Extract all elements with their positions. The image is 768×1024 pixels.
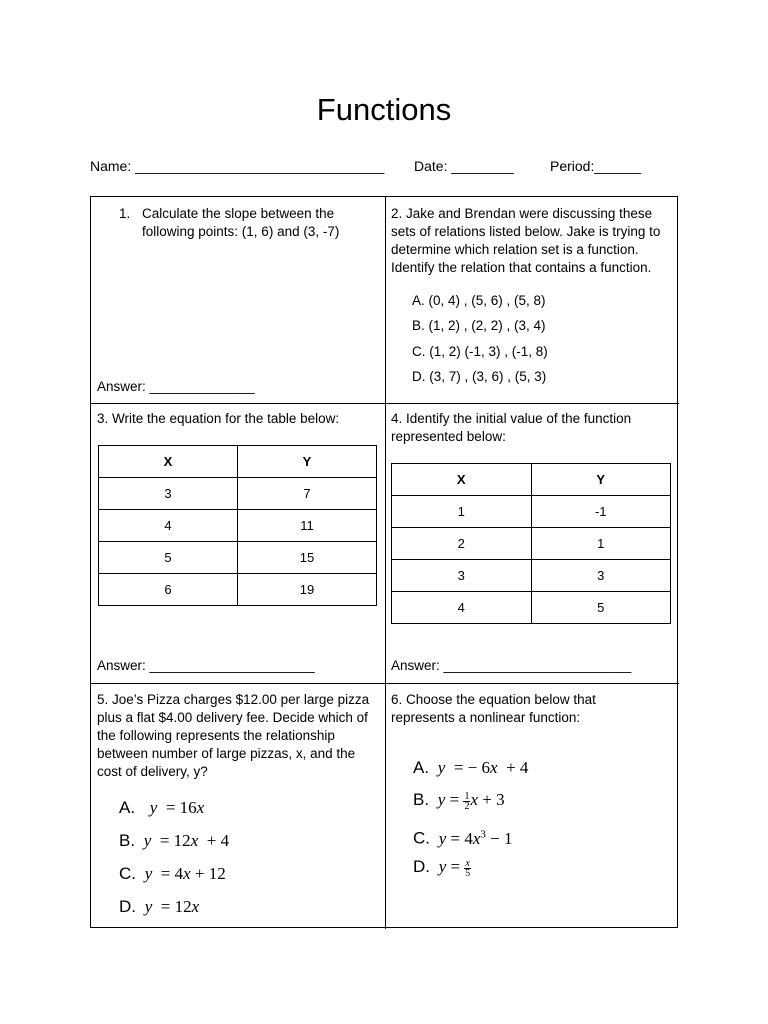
q1-number: 1. — [119, 206, 131, 221]
question-3 — [91, 403, 385, 683]
q5-option-b[interactable]: B. y = 12x + 4 — [119, 831, 230, 850]
q2-text: 2. Jake and Brendan were discussing these sets of relations listed below. Jake is trying to determine which relation set is a function. Identify the relation that contains a function. — [391, 206, 661, 275]
q6-b-fraction: $\frac{1}{2}$ — [464, 790, 470, 812]
q6-a-expr1: = − 6 — [453, 758, 491, 777]
q5-text: 5. Joe’s Pizza charges $12.00 per large pizza plus a flat $4.00 delivery fee. Decide which of the following represents the relationship between number of large pizzas, x, and the cost of delivery, y? — [97, 692, 370, 779]
table-row — [99, 542, 377, 574]
question-grid — [90, 196, 678, 928]
table-cell: 4 — [392, 592, 532, 624]
q6-option-a[interactable]: A. y = − 6x + 4 — [413, 758, 529, 777]
table-cell: 5 — [531, 592, 671, 624]
question-1 — [91, 197, 385, 403]
name-field[interactable]: Name: ________________________________ — [90, 158, 385, 174]
table-row — [99, 574, 377, 606]
q5-b-expr1: = 12 — [159, 831, 191, 850]
table-row — [392, 560, 671, 592]
table-cell: 11 — [238, 510, 377, 542]
option-letter: B. — [413, 790, 430, 809]
q5-d-expr: = 12 — [160, 897, 192, 916]
table-cell: -1 — [531, 496, 671, 528]
table-cell: 3 — [392, 560, 532, 592]
q6-b-expr2: + 3 — [482, 790, 505, 809]
q1-text: Calculate the slope between the following points: (1, 6) and (3, -7) — [142, 206, 340, 239]
q5-option-a[interactable]: A. y = 16x — [119, 798, 205, 817]
table-row — [392, 496, 671, 528]
q5-c-expr1: = 4 — [160, 864, 184, 883]
q3-answer[interactable]: Answer: ______________________ — [97, 658, 315, 673]
q6-c-expr2: − 1 — [490, 828, 513, 848]
q6-c-exponent: 3 — [480, 828, 486, 840]
option-letter: C. — [119, 864, 136, 883]
q2-option-b[interactable]: B. (1, 2) , (2, 2) , (3, 4) — [412, 318, 546, 333]
q6-b-expr1: = — [449, 790, 460, 809]
option-letter: B. — [119, 831, 136, 850]
q6-d-expr1: = — [450, 857, 461, 876]
q3-table — [98, 445, 377, 606]
table-cell: 1 — [531, 528, 671, 560]
q5-option-d[interactable]: D. y = 12x — [119, 897, 200, 916]
q2-option-a[interactable]: A. (0, 4) , (5, 6) , (5, 8) — [412, 293, 546, 308]
table-cell: 6 — [99, 574, 238, 606]
q3-header-x: X — [99, 446, 238, 478]
q2-option-c[interactable]: C. (1, 2) (-1, 3) , (-1, 8) — [412, 344, 548, 359]
q6-c-expr1: = 4 — [450, 828, 473, 848]
table-cell: 4 — [99, 510, 238, 542]
q4-table — [391, 463, 671, 624]
q6-option-b[interactable]: B. y = $\frac{1}{2}$ x + 3 — [413, 790, 505, 812]
q4-text: 4. Identify the initial value of the function represented below: — [391, 411, 632, 444]
table-cell: 3 — [99, 478, 238, 510]
table-row — [392, 592, 671, 624]
table-row — [99, 478, 377, 510]
table-cell: 1 — [392, 496, 532, 528]
q2-option-d[interactable]: D. (3, 7) , (3, 6) , (5, 3) — [412, 369, 547, 384]
option-letter: A. — [413, 758, 430, 777]
option-letter: D. — [413, 857, 430, 876]
q5-option-c[interactable]: C. y = 4x + 12 — [119, 864, 226, 883]
question-2 — [385, 197, 679, 403]
question-5 — [91, 683, 385, 929]
date-field[interactable]: Date: ________ — [414, 158, 514, 174]
table-row — [392, 528, 671, 560]
q3-header-y: Y — [238, 446, 377, 478]
table-row — [99, 510, 377, 542]
question-6 — [385, 683, 679, 929]
q4-header-x: X — [392, 464, 532, 496]
option-letter: C. — [413, 828, 430, 848]
q6-option-c[interactable]: C. $y = 4x^3 - 1$ — [413, 828, 513, 848]
page-title: Functions — [316, 92, 452, 127]
q4-answer[interactable]: Answer: _________________________ — [391, 658, 632, 673]
q6-a-expr2: + 4 — [506, 758, 529, 777]
q5-a-expr: = 16 — [165, 798, 197, 817]
question-4 — [385, 403, 679, 683]
q6-d-fraction: $\frac{x}{5}$ — [465, 857, 471, 879]
q1-answer[interactable]: Answer: ______________ — [97, 379, 255, 394]
option-letter: A. — [119, 798, 136, 817]
q4-header-y: Y — [531, 464, 671, 496]
period-field[interactable]: Period:______ — [550, 158, 642, 174]
table-cell: 7 — [238, 478, 377, 510]
table-cell: 5 — [99, 542, 238, 574]
q6-option-d[interactable]: D. y = $\frac{x}{5}$ — [413, 857, 471, 879]
table-cell: 15 — [238, 542, 377, 574]
option-letter: D. — [119, 897, 136, 916]
table-cell: 19 — [238, 574, 377, 606]
table-cell: 2 — [392, 528, 532, 560]
table-cell: 3 — [531, 560, 671, 592]
q5-c-expr2: + 12 — [194, 864, 226, 883]
q5-b-expr2: + 4 — [206, 831, 230, 850]
q6-text: 6. Choose the equation below that represents a nonlinear function: — [391, 692, 596, 725]
q3-text: 3. Write the equation for the table below: — [97, 411, 340, 426]
